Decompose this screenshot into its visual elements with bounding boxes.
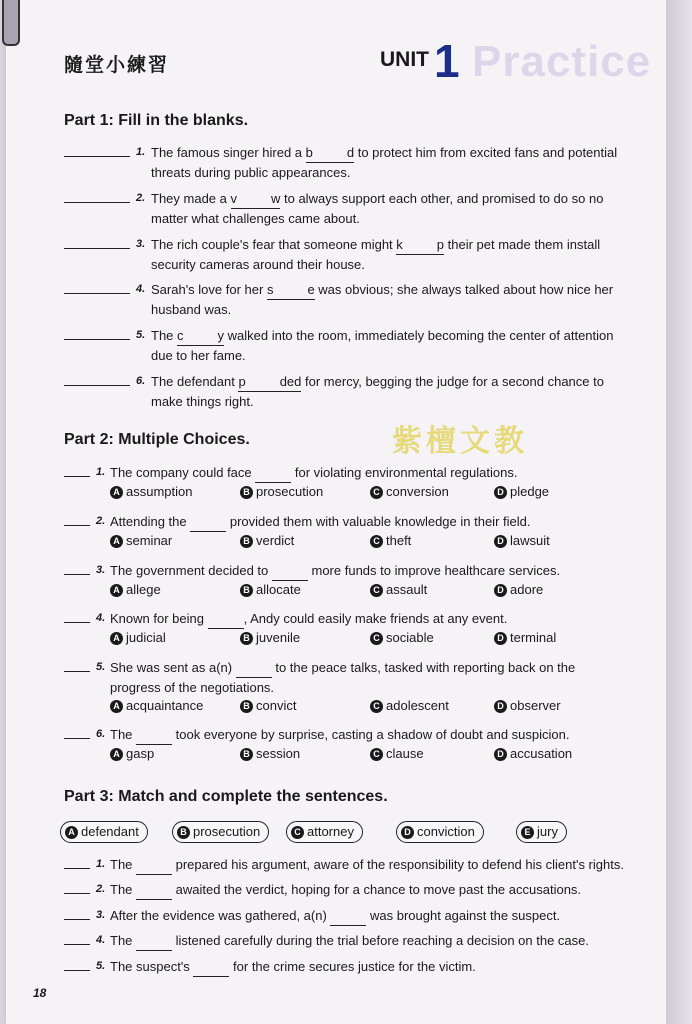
sentence-gap	[136, 880, 172, 900]
option-letter-badge: D	[494, 486, 507, 499]
option-text: juvenile	[256, 630, 301, 645]
item-number: 1.	[136, 146, 146, 158]
option-letter-badge: C	[370, 584, 383, 597]
sentence-start: The	[110, 857, 137, 872]
item-text	[110, 725, 590, 745]
unit-label: UNIT	[380, 48, 429, 71]
option-letter-badge: A	[110, 584, 123, 597]
first-letter-hint: c	[177, 328, 184, 343]
sentence-gap	[190, 512, 226, 532]
sentence-continuation: due to her fame.	[151, 348, 246, 363]
option-letter-badge: C	[370, 486, 383, 499]
sentence-start: The suspect's	[110, 959, 194, 974]
item-number: 4.	[136, 283, 146, 295]
sentence-end: prepared his argument, aware of the responsibility to defend his client's rights.	[172, 857, 624, 872]
option-letter-badge: A	[110, 700, 123, 713]
sentence-gap	[330, 906, 366, 926]
item-text	[110, 931, 670, 951]
option-b[interactable]	[240, 696, 296, 715]
letter-cue-blank[interactable]	[231, 189, 281, 209]
letter-cue-blank[interactable]	[177, 326, 224, 346]
word-bank-word: prosecution	[193, 824, 261, 839]
part3-title: Part 3: Match and complete the sentences.	[64, 788, 388, 805]
word-bank-word: conviction	[417, 824, 475, 839]
first-letter-hint: s	[266, 282, 274, 297]
sentence-end: listened carefully during the trial before reaching a decision on the case.	[172, 933, 589, 948]
letter-cue-blank[interactable]	[306, 143, 354, 163]
sentence-continuation: make things right.	[151, 394, 254, 409]
last-letters-hint: y	[217, 328, 225, 343]
option-text: allege	[126, 582, 161, 597]
sentence-start: The company could face	[110, 465, 256, 480]
item-number: 1.	[96, 858, 106, 870]
practice-heading: Practice	[472, 37, 652, 86]
option-a[interactable]	[110, 580, 161, 599]
option-d[interactable]	[494, 696, 561, 715]
option-letter-badge: B	[177, 826, 190, 839]
option-letter-badge: D	[494, 700, 507, 713]
sentence-start: The	[151, 328, 178, 343]
item-text	[110, 561, 590, 581]
sentence-end: to always support each other, and promised to do so no	[280, 191, 604, 206]
option-text: assault	[386, 582, 428, 597]
last-letters-hint: w	[271, 191, 281, 206]
item-text	[151, 189, 641, 228]
page-number: 18	[33, 986, 47, 1000]
option-d[interactable]	[494, 531, 550, 550]
first-letter-hint: k	[396, 237, 403, 252]
item-number: 6.	[96, 728, 106, 740]
option-letter-badge: B	[240, 535, 253, 548]
sentence-gap	[136, 725, 172, 745]
item-text	[110, 609, 590, 629]
option-b[interactable]	[240, 628, 300, 647]
item-text	[151, 372, 641, 411]
option-letter-badge: D	[494, 584, 507, 597]
option-text: gasp	[126, 746, 155, 761]
option-text: adolescent	[386, 698, 449, 713]
item-number: 2.	[96, 515, 106, 527]
item-number: 5.	[96, 661, 106, 673]
sentence-end: for mercy, begging the judge for a second chance to	[301, 374, 604, 389]
sentence-continuation: threats during public appearances.	[151, 165, 351, 180]
option-c[interactable]	[370, 580, 427, 599]
answer-blank[interactable]	[64, 339, 130, 340]
item-number: 1.	[96, 466, 106, 478]
answer-blank[interactable]	[64, 525, 90, 526]
sentence-end: awaited the verdict, hoping for a chance to move past the accusations.	[172, 882, 582, 897]
option-text: prosecution	[256, 484, 324, 499]
sentence-start: The rich couple's fear that someone might	[151, 237, 397, 252]
option-b[interactable]	[240, 744, 300, 763]
word-bank-option[interactable]	[286, 821, 363, 843]
first-letter-hint: b	[305, 145, 313, 160]
last-letters-hint: d	[346, 145, 355, 160]
option-c[interactable]	[370, 696, 449, 715]
options-row	[110, 628, 630, 647]
sentence-continuation: husband was.	[151, 302, 232, 317]
option-a[interactable]	[110, 696, 203, 715]
item-number: 4.	[96, 612, 106, 624]
sentence-gap	[208, 609, 244, 629]
first-letter-hint: v	[230, 191, 237, 206]
option-b[interactable]	[240, 531, 294, 550]
option-c[interactable]	[370, 744, 424, 763]
word-bank	[60, 821, 630, 843]
option-text: verdict	[256, 533, 295, 548]
option-text: accusation	[510, 746, 573, 761]
word-bank-option[interactable]	[396, 821, 484, 843]
option-letter-badge: A	[65, 826, 78, 839]
answer-blank[interactable]	[64, 476, 90, 477]
sentence-start: The famous singer hired a	[151, 145, 306, 160]
sentence-end: more funds to improve healthcare services.	[307, 563, 561, 578]
option-b[interactable]	[240, 482, 323, 501]
sentence-start: They made a	[151, 191, 231, 206]
item-number: 5.	[136, 329, 146, 341]
sentence-start: The	[110, 933, 137, 948]
option-d[interactable]	[494, 628, 556, 647]
sentence-gap	[193, 957, 229, 977]
sentence-end: for the crime secures justice for the victim.	[229, 959, 476, 974]
option-letter-badge: C	[370, 632, 383, 645]
option-letter-badge: A	[110, 486, 123, 499]
option-text: seminar	[126, 533, 173, 548]
sentence-start: The government decided to	[110, 563, 272, 578]
item-text	[151, 280, 641, 319]
sentence-start: The	[110, 727, 137, 742]
answer-blank[interactable]	[64, 919, 90, 920]
option-letter-badge: C	[370, 700, 383, 713]
answer-blank[interactable]	[64, 248, 130, 249]
item-number: 3.	[96, 564, 106, 576]
item-text	[151, 143, 641, 182]
options-row	[110, 580, 630, 599]
last-letters-hint: e	[307, 282, 315, 297]
item-text	[110, 658, 590, 697]
option-text: acquaintance	[126, 698, 204, 713]
option-text: session	[256, 746, 301, 761]
item-text	[151, 326, 641, 365]
part2-title: Part 2: Multiple Choices.	[64, 431, 250, 448]
options-row	[110, 482, 630, 501]
options-row	[110, 744, 630, 763]
word-bank-word: jury	[537, 824, 558, 839]
watermark: 紫檀文教	[392, 424, 528, 459]
answer-blank[interactable]	[64, 944, 90, 945]
options-row	[110, 531, 630, 550]
options-row	[110, 696, 630, 715]
sentence-start: Sarah's love for her	[151, 282, 267, 297]
option-text: judicial	[126, 630, 166, 645]
sentence-start: The defendant	[151, 374, 239, 389]
option-letter-badge: D	[494, 632, 507, 645]
letter-cue-blank[interactable]	[267, 280, 315, 300]
answer-blank[interactable]	[64, 574, 90, 575]
sentence-start: Attending the	[110, 514, 191, 529]
option-text: terminal	[510, 630, 557, 645]
sentence-continuation: progress of the negotiations.	[110, 680, 275, 695]
answer-blank[interactable]	[64, 622, 90, 623]
option-text: convict	[256, 698, 297, 713]
part1-title: Part 1: Fill in the blanks.	[64, 112, 249, 129]
sentence-start: She was sent as a(n)	[110, 660, 236, 675]
sentence-gap	[136, 931, 172, 951]
option-b[interactable]	[240, 580, 301, 599]
option-d[interactable]	[494, 580, 543, 599]
sentence-gap	[272, 561, 308, 581]
item-number: 5.	[96, 960, 106, 972]
answer-blank[interactable]	[64, 385, 130, 386]
letter-cue-blank[interactable]	[238, 372, 301, 392]
sentence-continuation: security cameras around their house.	[151, 257, 365, 272]
option-a[interactable]	[110, 482, 192, 501]
word-bank-word: defendant	[81, 824, 139, 839]
option-text: clause	[386, 746, 424, 761]
answer-blank[interactable]	[64, 671, 90, 672]
word-bank-option[interactable]	[516, 821, 567, 843]
last-letters-hint: p	[436, 237, 445, 252]
option-text: assumption	[126, 484, 193, 499]
option-letter-badge: B	[240, 486, 253, 499]
item-number: 3.	[96, 909, 106, 921]
option-letter-badge: E	[521, 826, 534, 839]
sentence-start: Known for being	[110, 611, 208, 626]
option-c[interactable]	[370, 482, 449, 501]
sentence-gap	[136, 855, 172, 875]
item-text	[110, 957, 670, 977]
item-text	[110, 880, 670, 900]
option-c[interactable]	[370, 628, 434, 647]
item-number: 6.	[136, 375, 146, 387]
item-text	[110, 855, 670, 875]
option-letter-badge: B	[240, 584, 253, 597]
sentence-start: After the evidence was gathered, a(n)	[110, 908, 331, 923]
item-number: 2.	[96, 883, 106, 895]
option-text: observer	[510, 698, 561, 713]
option-letter-badge: A	[110, 535, 123, 548]
answer-blank[interactable]	[64, 970, 90, 971]
page-title: 隨堂小練習	[64, 54, 170, 76]
option-text: adore	[510, 582, 544, 597]
item-text	[110, 463, 590, 483]
sentence-end: to the peace talks, tasked with reporting back on the	[271, 660, 576, 675]
answer-blank[interactable]	[64, 738, 90, 739]
sentence-end: was brought against the suspect.	[366, 908, 561, 923]
answer-blank[interactable]	[64, 202, 130, 203]
option-text: conversion	[386, 484, 449, 499]
item-text	[110, 906, 670, 926]
item-text	[110, 512, 590, 532]
answer-blank[interactable]	[64, 293, 130, 294]
answer-blank[interactable]	[64, 156, 130, 157]
option-text: allocate	[256, 582, 301, 597]
option-a[interactable]	[110, 628, 166, 647]
option-a[interactable]	[110, 531, 172, 550]
option-letter-badge: B	[240, 700, 253, 713]
option-letter-badge: B	[240, 748, 253, 761]
sentence-end: was obvious; she always talked about how nice her	[314, 282, 614, 297]
binder-clip	[2, 0, 20, 46]
item-number: 2.	[136, 192, 146, 204]
option-letter-badge: C	[370, 535, 383, 548]
sentence-gap	[236, 658, 272, 678]
option-a[interactable]	[110, 744, 154, 763]
sentence-end: their pet made them install	[444, 237, 601, 252]
item-number: 3.	[136, 238, 146, 250]
item-number: 4.	[96, 934, 106, 946]
option-d[interactable]	[494, 744, 572, 763]
option-letter-badge: A	[110, 632, 123, 645]
last-letters-hint: ded	[279, 374, 302, 389]
word-bank-option[interactable]	[172, 821, 269, 843]
word-bank-word: attorney	[307, 824, 354, 839]
option-text: theft	[386, 533, 412, 548]
option-letter-badge: C	[291, 826, 304, 839]
option-text: lawsuit	[510, 533, 550, 548]
first-letter-hint: p	[238, 374, 246, 389]
unit-number: 1	[434, 35, 460, 87]
option-c[interactable]	[370, 531, 411, 550]
option-text: pledge	[510, 484, 550, 499]
sentence-end: for violating environmental regulations.	[291, 465, 518, 480]
sentence-end: walked into the room, immediately becoming the center of attention	[224, 328, 614, 343]
item-text	[151, 235, 641, 274]
option-letter-badge: D	[494, 535, 507, 548]
sentence-start: The	[110, 882, 137, 897]
option-d[interactable]	[494, 482, 549, 501]
sentence-end: , Andy could easily make friends at any event.	[243, 611, 508, 626]
option-text: sociable	[386, 630, 434, 645]
option-letter-badge: A	[110, 748, 123, 761]
option-letter-badge: D	[401, 826, 414, 839]
sentence-end: to protect him from excited fans and potential	[354, 145, 618, 160]
sentence-end: provided them with valuable knowledge in their field.	[226, 514, 531, 529]
answer-blank[interactable]	[64, 868, 90, 869]
sentence-continuation: matter what challenges came about.	[151, 211, 360, 226]
option-letter-badge: C	[370, 748, 383, 761]
letter-cue-blank[interactable]	[396, 235, 444, 255]
sentence-end: took everyone by surprise, casting a shadow of doubt and suspicion.	[172, 727, 570, 742]
sentence-gap	[255, 463, 291, 483]
word-bank-option[interactable]	[60, 821, 148, 843]
option-letter-badge: B	[240, 632, 253, 645]
option-letter-badge: D	[494, 748, 507, 761]
answer-blank[interactable]	[64, 893, 90, 894]
